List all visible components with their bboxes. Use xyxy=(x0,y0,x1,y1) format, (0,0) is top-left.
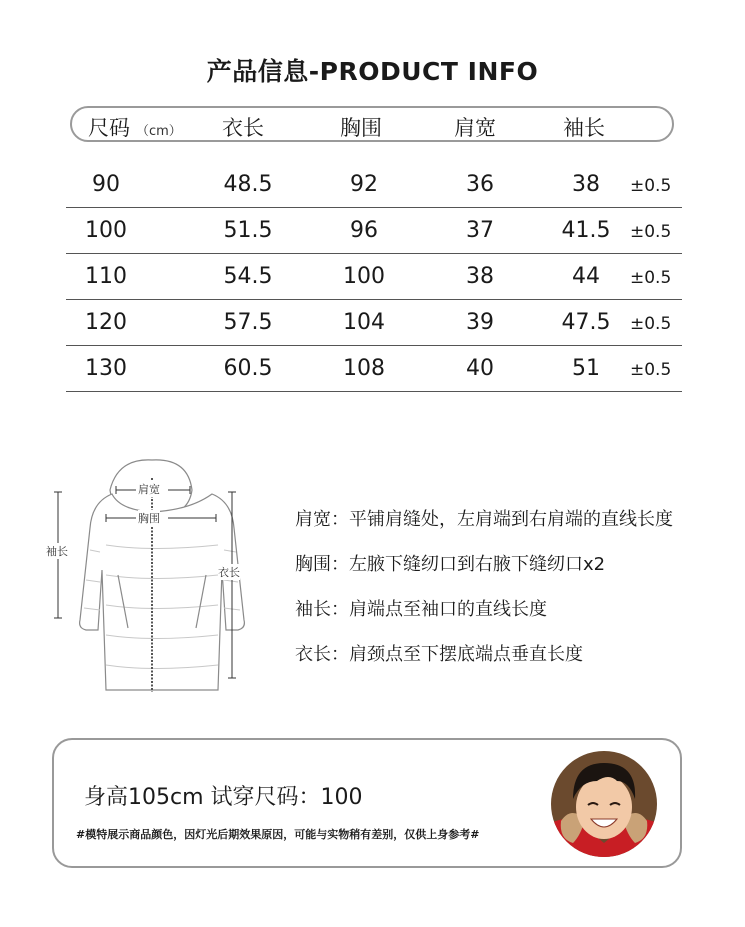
model-photo xyxy=(551,751,657,857)
desc-sleeve: 袖长：肩端点至袖口的直线长度 xyxy=(295,599,547,620)
cell-shoulder: 39 xyxy=(466,310,494,335)
cell-tolerance: ±0.5 xyxy=(630,176,672,196)
cell-tolerance: ±0.5 xyxy=(630,268,672,288)
cell-chest: 108 xyxy=(343,356,385,381)
table-row xyxy=(66,162,682,208)
cell-sleeve: 44 xyxy=(572,264,600,289)
cell-sleeve: 47.5 xyxy=(561,310,611,335)
color-disclaimer: #模特展示商品颜色，因灯光后期效果原因，可能与实物稍有差别，仅供上身参考# xyxy=(76,828,480,841)
table-row xyxy=(66,208,682,254)
cell-shoulder: 37 xyxy=(466,218,494,243)
cell-length: 60.5 xyxy=(223,356,273,381)
desc-length: 衣长：肩颈点至下摆底端点垂直长度 xyxy=(295,644,583,665)
header-sleeve: 袖长 xyxy=(563,116,605,140)
cell-sleeve: 38 xyxy=(572,172,600,197)
header-unit: （cm） xyxy=(136,124,182,139)
page-title: 产品信息-PRODUCT INFO xyxy=(206,57,539,86)
diagram-label-sleeve: 袖长 xyxy=(46,545,68,558)
diagram-label-chest: 胸围 xyxy=(138,512,160,525)
diagram-label-shoulder: 肩宽 xyxy=(138,483,160,496)
cell-length: 51.5 xyxy=(223,218,273,243)
cell-size: 120 xyxy=(85,310,127,335)
row-divider xyxy=(66,391,682,392)
cell-size: 130 xyxy=(85,356,127,381)
cell-chest: 104 xyxy=(343,310,385,335)
cell-tolerance: ±0.5 xyxy=(630,314,672,334)
coat-diagram xyxy=(40,450,250,695)
table-row xyxy=(66,300,682,346)
cell-length: 48.5 xyxy=(223,172,273,197)
table-row xyxy=(66,346,682,392)
table-row xyxy=(66,254,682,300)
header-shoulder: 肩宽 xyxy=(454,116,496,140)
cell-chest: 100 xyxy=(343,264,385,289)
desc-shoulder: 肩宽：平铺肩缝处，左肩端到右肩端的直线长度 xyxy=(295,509,673,530)
cell-shoulder: 40 xyxy=(466,356,494,381)
cell-shoulder: 36 xyxy=(466,172,494,197)
cell-size: 100 xyxy=(85,218,127,243)
header-length: 衣长 xyxy=(222,116,264,140)
model-height-size: 身高105cm 试穿尺码：100 xyxy=(84,785,363,810)
cell-chest: 92 xyxy=(350,172,378,197)
cell-tolerance: ±0.5 xyxy=(630,222,672,242)
cell-length: 57.5 xyxy=(223,310,273,335)
cell-length: 54.5 xyxy=(223,264,273,289)
header-size: 尺码 （cm） xyxy=(88,116,182,140)
header-chest: 胸围 xyxy=(340,116,382,140)
cell-size: 110 xyxy=(85,264,127,289)
desc-chest: 胸围：左腋下缝纫口到右腋下缝纫口x2 xyxy=(295,554,606,575)
cell-sleeve: 41.5 xyxy=(561,218,611,243)
cell-tolerance: ±0.5 xyxy=(630,360,672,380)
diagram-label-length: 衣长 xyxy=(218,566,240,579)
cell-sleeve: 51 xyxy=(572,356,600,381)
cell-shoulder: 38 xyxy=(466,264,494,289)
cell-size: 90 xyxy=(92,172,120,197)
cell-chest: 96 xyxy=(350,218,378,243)
